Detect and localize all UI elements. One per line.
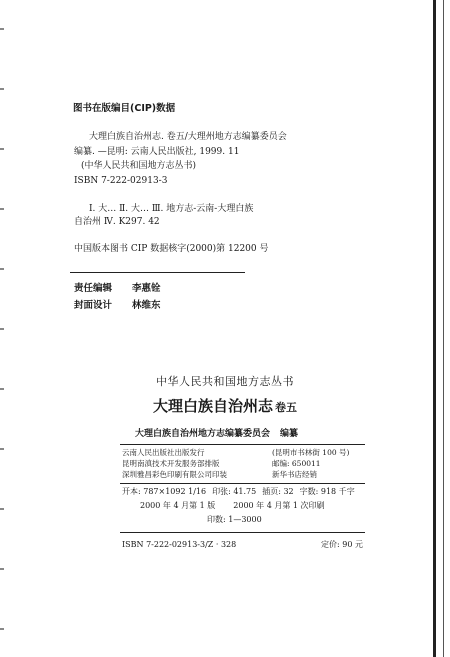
printing: 2000 年 4 月第 1 次印刷 xyxy=(233,501,325,510)
compiler-name: 大理白族自治州地方志编纂委员会 xyxy=(135,429,271,439)
price: 定价: 90 元 xyxy=(321,540,363,549)
print-run: 印数: 1—3000 xyxy=(207,515,262,524)
edition-row xyxy=(140,500,325,511)
series-title: 中华人民共和国地方志丛书 xyxy=(156,375,294,388)
publisher-row xyxy=(120,447,365,458)
footer-top-rule xyxy=(120,532,365,533)
publisher: 云南人民出版社出版发行 xyxy=(122,448,205,457)
book-volume: 卷五 xyxy=(275,401,297,414)
distributor: 新华书店经销 xyxy=(272,470,317,479)
edition: 2000 年 4 月第 1 版 xyxy=(140,501,216,510)
cip-series-line: (中华人民共和国地方志丛书) xyxy=(81,161,197,171)
sheets: 印张: 41.75 xyxy=(212,487,257,496)
cip-heading: 图书在版编目(CIP)数据 xyxy=(73,103,176,114)
cover-designer-row xyxy=(74,297,161,311)
cover-designer-name: 林维东 xyxy=(132,300,161,311)
cip-verification-number: 中国版本图书 CIP 数据核字(2000)第 12200 号 xyxy=(74,244,269,254)
right-edge-rule xyxy=(433,0,436,657)
plates: 插页: 32 xyxy=(262,487,294,496)
typesetter-row xyxy=(120,458,365,469)
book-title xyxy=(0,395,450,416)
cip-title-line: 大理白族自治州志. 卷五/大理州地方志编纂委员会 xyxy=(89,132,287,142)
printer: 深圳雅昌彩色印刷有限公司印装 xyxy=(122,470,227,479)
responsible-editor-label: 责任编辑 xyxy=(74,283,113,294)
staff-divider xyxy=(70,272,245,273)
responsible-editor-name: 李惠铨 xyxy=(132,283,161,294)
word-count: 字数: 918 千字 xyxy=(299,487,355,496)
cover-designer-label: 封面设计 xyxy=(74,300,113,311)
cip-publisher-line: 编纂. —昆明: 云南人民出版社, 1999. 11 xyxy=(74,147,240,157)
cip-classification-line2: 自治州 Ⅳ. K297. 42 xyxy=(74,217,160,227)
specs-top-rule xyxy=(120,483,365,484)
footer-isbn: ISBN 7-222-02913-3/Z · 328 xyxy=(122,540,237,549)
publisher-address: (昆明市书林街 100 号) xyxy=(272,448,350,457)
right-edge-thin-rule xyxy=(443,0,444,657)
cip-classification-line1: Ⅰ. 大… Ⅱ. 大… Ⅲ. 地方志-云南-大理白族 xyxy=(89,204,254,214)
book-title-main: 大理白族自治州志 xyxy=(152,397,273,415)
format: 开本: 787×1092 1/16 xyxy=(122,487,207,496)
publishing-info xyxy=(120,447,365,480)
postcode: 邮编: 650011 xyxy=(272,459,321,468)
cip-isbn: ISBN 7-222-02913-3 xyxy=(74,176,168,186)
typesetter: 昆明南滇技术开发服务部排版 xyxy=(122,459,220,468)
responsible-editor-row xyxy=(74,280,161,294)
compiler-line xyxy=(135,428,298,440)
left-edge-marks xyxy=(0,0,4,657)
compiler-role: 编纂 xyxy=(280,429,299,439)
format-row xyxy=(122,486,355,497)
printer-row xyxy=(120,469,365,480)
publishing-top-rule xyxy=(120,444,365,445)
